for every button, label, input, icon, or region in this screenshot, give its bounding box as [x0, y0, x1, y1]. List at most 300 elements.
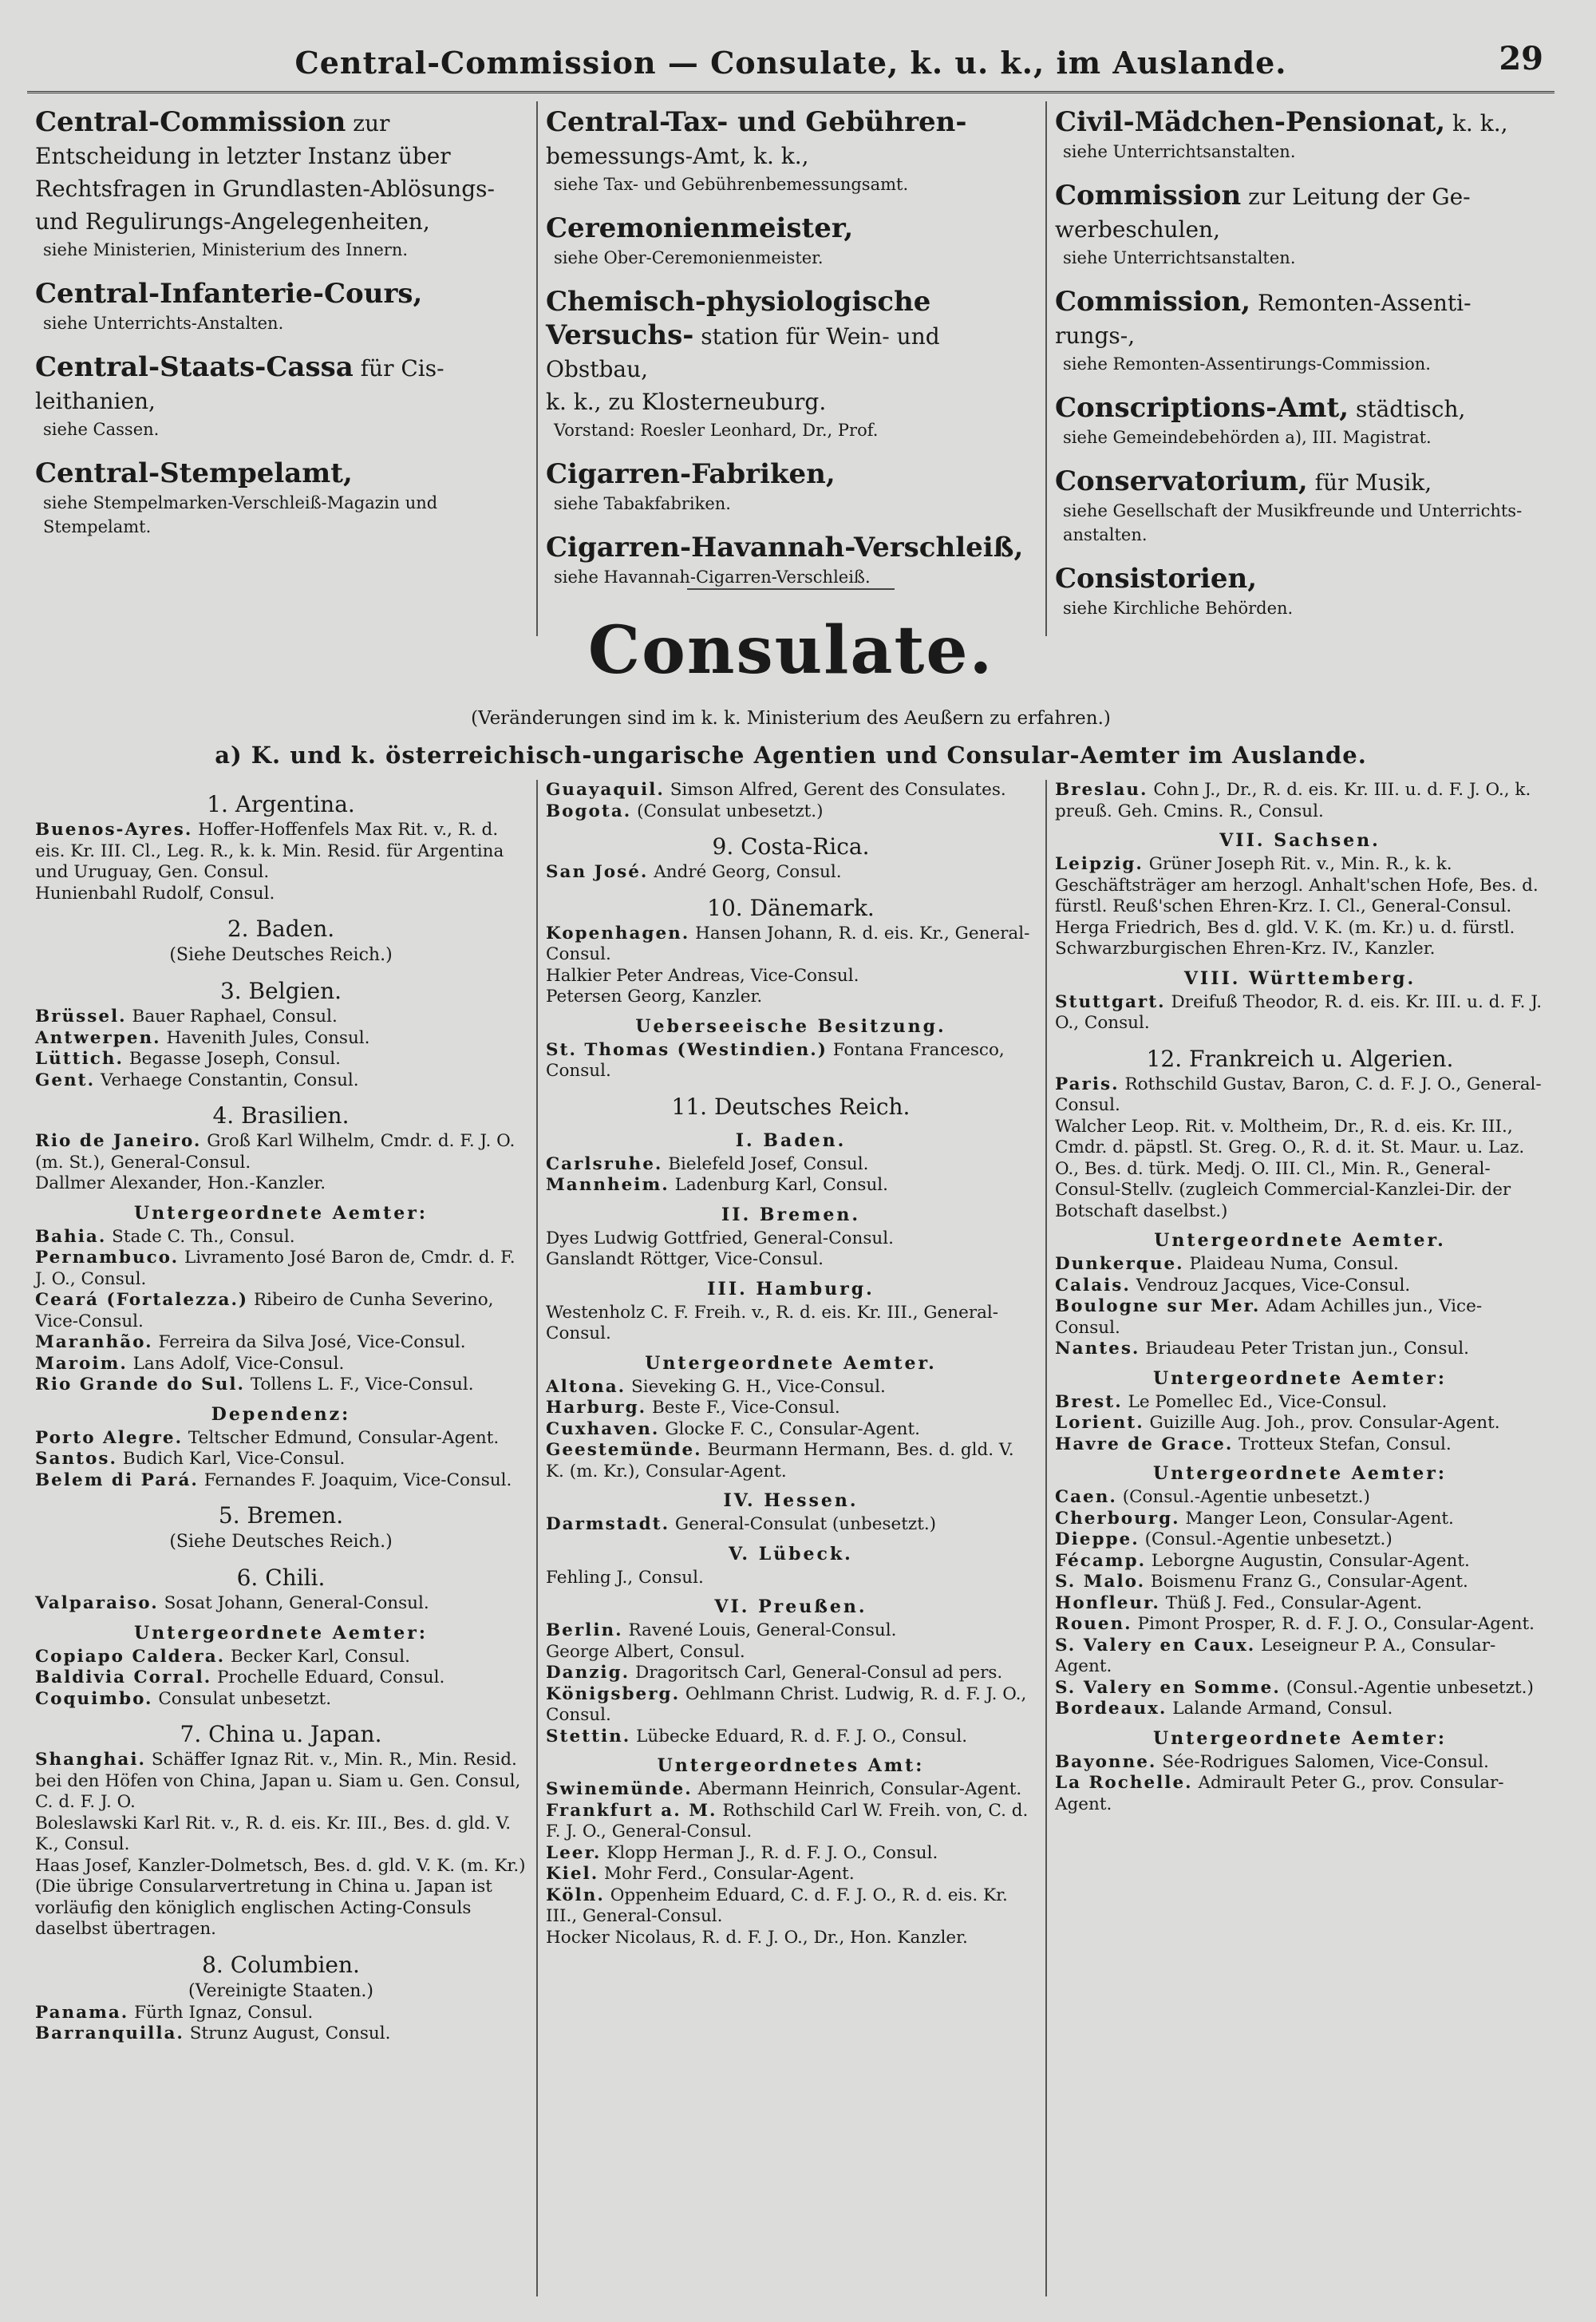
consul-entry: [546, 1779, 1036, 1801]
entry-location: Shanghai.: [35, 1750, 146, 1770]
entry-details: Mohr Ferd., Consular-Agent.: [604, 1864, 855, 1884]
country-group: [1055, 1044, 1545, 1223]
country-group: [35, 1563, 527, 1615]
entry-location: Altona.: [546, 1376, 626, 1397]
entry-details: Vendrouz Jacques, Vice-Consul.: [1136, 1275, 1411, 1295]
entry-location: Harburg.: [546, 1398, 647, 1418]
consul-entry: [546, 1249, 1036, 1271]
entry-reference: siehe Gesellschaft der Musikfreunde und Unterrichts-anstalten.: [1063, 501, 1523, 544]
entry-reference: siehe Unterrichts-Anstalten.: [43, 314, 284, 333]
entry-location: Guayaquil.: [546, 780, 665, 800]
entry-details: Groß Karl Wilhelm, Cmdr. d. F. J. O. (m. St.), General-Consul.: [35, 1131, 516, 1173]
consul-entry: [35, 1667, 527, 1689]
consul-entry: [546, 1864, 1036, 1885]
country-group: [546, 1127, 1036, 1197]
country-note: (Vereinigte Staaten.): [188, 1980, 373, 2001]
running-title: Central-Commission — Consulate, k. u. k., im Auslande.: [294, 45, 1287, 81]
directory-entry: [546, 106, 1034, 196]
entry-heading-line: [546, 286, 1034, 386]
consul-entry: [1055, 1296, 1545, 1339]
consul-entry: [546, 966, 1036, 987]
consul-entry: [1055, 1593, 1545, 1615]
entry-details: Oppenheim Eduard, C. d. F. J. O., R. d. eis. Kr. III., General-Consul.: [546, 1885, 1008, 1926]
entry-details: Trotteux Stefan, Consul.: [1238, 1434, 1452, 1454]
entry-location: Geestemünde.: [546, 1440, 702, 1460]
entry-heading-line: [1055, 286, 1543, 319]
consul-entry: [35, 1028, 527, 1050]
entry-location: Ceará (Fortalezza.): [35, 1290, 249, 1310]
directory-entry: [1055, 286, 1543, 376]
country-heading: 12. Frankreich u. Algerien.: [1146, 1045, 1454, 1072]
entry-details: Grüner Joseph Rit. v., Min. R., k. k. Geschäftsträger am herzogl. Anhalt'schen Hofe, Bes. d. fürstl. Reuß'schen Ehren-Krz. I. Cl., General-Consul.: [1055, 854, 1539, 916]
entry-details: Thüß J. Fed., Consular-Agent.: [1165, 1592, 1422, 1613]
entry-text: städtisch,: [1355, 396, 1466, 422]
entry-reference: siehe Unterrichtsanstalten.: [1063, 142, 1296, 161]
entry-location: Paris.: [1055, 1074, 1120, 1094]
subsection-heading: VIII. Württemberg.: [1183, 967, 1416, 989]
entry-text-line: Rechtsfragen in Grundlasten-Ablösungs-: [35, 176, 495, 202]
entry-heading-line: [546, 106, 1034, 172]
entry-location: La Rochelle.: [1055, 1773, 1193, 1793]
consul-entry: [1055, 1276, 1545, 1297]
directory-entry: [35, 278, 525, 335]
entry-details: Fehling J., Consul.: [546, 1567, 704, 1588]
entry-location: Breslau.: [1055, 780, 1148, 800]
entry-headword: Ceremonienmeister,: [546, 212, 854, 244]
entry-location: Maroim.: [35, 1353, 128, 1374]
consul-entry: [1055, 918, 1545, 960]
country-group: [1055, 780, 1545, 822]
entry-location: Lorient.: [1055, 1413, 1144, 1433]
entry-location: Valparaiso.: [35, 1593, 159, 1613]
subsection-heading: Untergeordnetes Amt:: [657, 1755, 925, 1776]
entry-details: Sieveking G. H., Vice-Consul.: [631, 1376, 886, 1397]
consul-entry: [1055, 1254, 1545, 1276]
subsection-heading: Untergeordnete Aemter.: [1154, 1230, 1446, 1251]
country-group: [546, 1201, 1036, 1271]
running-head: [27, 32, 1555, 93]
consul-entry: [546, 1040, 1036, 1082]
page-number: 29: [1499, 40, 1543, 77]
entry-heading-line: [546, 532, 1034, 565]
entry-location: Maranhão.: [35, 1332, 153, 1352]
consul-entry: [35, 1332, 527, 1354]
entry-details: Herga Friedrich, Bes d. gld. V. K. (m. Kr.) u. d. fürstl. Schwarzburgischen Ehren-Krz. IV., Kanzler.: [1055, 917, 1515, 959]
consul-entry: [546, 780, 1036, 801]
entry-details: Beste F., Vice-Consul.: [651, 1398, 840, 1418]
country-heading: 6. Chili.: [236, 1564, 326, 1591]
consul-entry: [35, 1593, 527, 1615]
subsection-heading: VI. Preußen.: [714, 1596, 867, 1617]
entry-details: Haas Josef, Kanzler-Dolmetsch, Bes. d. gld. V. K. (m. Kr.): [35, 1855, 526, 1876]
entry-location: Gent.: [35, 1070, 96, 1090]
consul-entry: [35, 820, 527, 884]
entry-details: Lübecke Eduard, R. d. F. J. O., Consul.: [636, 1726, 968, 1746]
entry-location: Bogota.: [546, 801, 632, 821]
country-group: [1055, 1227, 1545, 1360]
entry-details: Pimont Prosper, R. d. F. J. O., Consular-Agent.: [1137, 1614, 1535, 1634]
country-note: (Siehe Deutsches Reich.): [169, 945, 393, 965]
country-group: [35, 1719, 527, 1940]
entry-details: Havenith Jules, Consul.: [166, 1027, 370, 1048]
subsection-heading: Untergeordnete Aemter:: [1153, 1463, 1447, 1484]
consul-entry: [546, 987, 1036, 1008]
entry-location: Darmstadt.: [546, 1514, 670, 1534]
entry-details: Verhaege Constantin, Consul.: [100, 1070, 359, 1090]
country-group: [1055, 827, 1545, 960]
country-group: [546, 1487, 1036, 1536]
entry-text: für Musik,: [1314, 469, 1432, 496]
consul-entry: [1055, 1413, 1545, 1434]
entry-details: Boismenu Franz G., Consular-Agent.: [1150, 1572, 1468, 1592]
country-group: [546, 893, 1036, 1008]
entry-reference: siehe Cassen.: [43, 420, 160, 439]
entry-location: Swinemünde.: [546, 1779, 693, 1799]
subsection-heading: V. Lübeck.: [729, 1543, 853, 1564]
consul-entry: [1055, 1699, 1545, 1720]
consul-entry: [546, 1419, 1036, 1441]
entry-location: Kiel.: [546, 1864, 599, 1884]
entry-details: Becker Karl, Consul.: [230, 1646, 410, 1667]
entry-details: Simson Alfred, Gerent des Consulates.: [670, 780, 1006, 800]
entry-reference: siehe Tax- und Gebührenbemessungsamt.: [554, 175, 909, 194]
entry-details: Glocke F. C., Consular-Agent.: [665, 1418, 921, 1439]
entry-location: S. Malo.: [1055, 1572, 1146, 1592]
entry-location: Porto Alegre.: [35, 1427, 184, 1448]
entry-location: Brüssel.: [35, 1007, 127, 1027]
entry-details: Abermann Heinrich, Consular-Agent.: [697, 1779, 1022, 1799]
country-heading: 2. Baden.: [227, 916, 335, 942]
entry-text-line: und Regulirungs-Angelegenheiten,: [35, 208, 430, 235]
consulate-columns: [27, 780, 1555, 2296]
consul-entry: [35, 1750, 527, 1814]
entry-text: zur Entscheidung in letzter Instanz über: [35, 110, 451, 169]
directory-column: [27, 101, 536, 636]
consul-entry: [546, 1154, 1036, 1176]
consul-entry: [546, 1928, 1036, 1949]
country-group: [1055, 1460, 1545, 1720]
consul-entry: [35, 1689, 527, 1711]
entry-location: Honfleur.: [1055, 1592, 1160, 1613]
consul-entry: [1055, 1117, 1545, 1223]
entry-location: Frankfurt a. M.: [546, 1800, 717, 1821]
country-group: [546, 1752, 1036, 1948]
entry-location: Leipzig.: [1055, 854, 1144, 874]
directory-entry: [546, 212, 1034, 270]
entry-details: (Consulat unbesetzt.): [637, 801, 824, 821]
entry-details: Bielefeld Josef, Consul.: [668, 1153, 869, 1174]
subsection-heading: Dependenz:: [211, 1403, 351, 1425]
section-title: Consulate.: [587, 612, 994, 689]
directory-entry: [1055, 106, 1543, 164]
consul-entry: [35, 1173, 527, 1195]
entry-location: Stettin.: [546, 1726, 631, 1746]
entry-location: Bayonne.: [1055, 1751, 1157, 1772]
consulate-column: [27, 780, 536, 2296]
entry-details: Teltscher Edmund, Consular-Agent.: [188, 1427, 500, 1448]
entry-details: Dyes Ludwig Gottfried, General-Consul.: [546, 1228, 894, 1248]
country-group: [1055, 1725, 1545, 1816]
country-heading: 7. China u. Japan.: [180, 1721, 382, 1747]
consul-entry: [546, 862, 1036, 884]
entry-location: Fécamp.: [1055, 1550, 1147, 1571]
consulate-column: [536, 780, 1045, 2296]
subsection-heading: Untergeordnete Aemter:: [1153, 1367, 1447, 1389]
entry-location: Carlsruhe.: [546, 1153, 663, 1174]
entry-details: Prochelle Eduard, Consul.: [217, 1667, 445, 1687]
entry-details: Klopp Herman J., R. d. F. J. O., Consul.: [606, 1842, 938, 1863]
consul-entry: [546, 1377, 1036, 1398]
consul-entry: [35, 1070, 527, 1092]
entry-text: für Cis-: [360, 355, 444, 382]
country-heading: 11. Deutsches Reich.: [671, 1093, 911, 1120]
entry-text: Remonten-Assenti-: [1257, 290, 1472, 316]
country-group: [546, 1092, 1036, 1122]
entry-location: Stuttgart.: [1055, 991, 1166, 1012]
entry-location: Brest.: [1055, 1391, 1123, 1412]
entry-details: Dallmer Alexander, Hon.-Kanzler.: [35, 1173, 326, 1193]
entry-headword: Commission,: [1055, 286, 1251, 318]
consul-entry: [35, 1856, 527, 1877]
entry-details: Manger Leon, Consular-Agent.: [1185, 1508, 1454, 1529]
entry-location: Kopenhagen.: [546, 923, 690, 943]
section-subtitle: a) K. und k. österreichisch-ungarische Agentien und Consular-Aemter im Auslande.: [215, 742, 1367, 769]
entry-headword: Central-Stempelamt,: [35, 457, 353, 489]
entry-details: Hocker Nicolaus, R. d. F. J. O., Dr., Hon. Kanzler.: [546, 1927, 968, 1948]
entry-details: George Albert, Consul.: [546, 1641, 745, 1662]
entry-details: Briaudeau Peter Tristan jun., Consul.: [1145, 1339, 1469, 1359]
consul-entry: [35, 884, 527, 905]
entry-location: Bahia.: [35, 1226, 107, 1247]
country-group: [546, 1593, 1036, 1747]
consul-entry: [1055, 1339, 1545, 1360]
entry-reference: siehe Gemeindebehörden a), III. Magistrat.: [1063, 428, 1432, 447]
entry-text-line: werbeschulen,: [1055, 216, 1220, 243]
consul-entry: [35, 1290, 527, 1332]
consul-entry: [546, 1642, 1036, 1663]
directory-entry: [546, 286, 1034, 442]
directory-column: [536, 101, 1045, 636]
entry-location: Cuxhaven.: [546, 1418, 660, 1439]
entry-location: Coquimbo.: [35, 1688, 153, 1709]
consul-entry: [35, 1428, 527, 1450]
entry-location: Belem di Pará.: [35, 1470, 199, 1490]
entry-location: Barranquilla.: [35, 2023, 184, 2043]
consul-entry: [546, 924, 1036, 966]
entry-location: Cherbourg.: [1055, 1508, 1180, 1529]
entry-location: Baldivia Corral.: [35, 1667, 212, 1687]
country-heading: 3. Belgien.: [219, 978, 342, 1004]
entry-details: Boleslawski Karl Rit. v., R. d. eis. Kr. III., Bes. d. gld. V. K., Consul.: [35, 1813, 512, 1854]
entry-details: Plaideau Numa, Consul.: [1189, 1254, 1399, 1274]
entry-details: Bauer Raphael, Consul.: [132, 1007, 338, 1027]
entry-details: Guizille Aug. Joh., prov. Consular-Agent.: [1149, 1413, 1500, 1433]
entry-headword: Central-Commission: [35, 106, 346, 138]
directory-entry: [35, 457, 525, 539]
entry-location: Danzig.: [546, 1663, 630, 1683]
entry-details: Westenholz C. F. Freih. v., R. d. eis. Kr. III., General-Consul.: [546, 1302, 999, 1343]
country-heading: 4. Brasilien.: [212, 1102, 350, 1129]
consul-entry: [546, 1398, 1036, 1419]
entry-location: Mannheim.: [546, 1175, 670, 1195]
consul-entry: [1055, 1752, 1545, 1774]
entry-details: Consulat unbesetzt.: [158, 1688, 332, 1709]
entry-location: Lüttich.: [35, 1049, 124, 1069]
entry-location: Havre de Grace.: [1055, 1434, 1234, 1454]
country-group: [35, 1620, 527, 1711]
consul-entry: [546, 801, 1036, 823]
entry-location: Nantes.: [1055, 1339, 1140, 1359]
consul-entry: [35, 1647, 527, 1668]
entry-location: Bordeaux.: [1055, 1699, 1167, 1719]
entry-headword: Central-Infanterie-Cours,: [35, 278, 423, 310]
entry-location: Calais.: [1055, 1275, 1131, 1295]
directory-entry: [35, 351, 525, 441]
entry-heading-line: [1055, 392, 1543, 425]
directory-entry: [546, 458, 1034, 516]
consul-entry: [35, 1131, 527, 1173]
entry-location: Leer.: [546, 1842, 602, 1863]
directory-entry: [1055, 465, 1543, 547]
entry-headword: Cigarren-Fabriken,: [546, 458, 836, 490]
entry-details: Stade C. Th., Consul.: [112, 1226, 295, 1247]
directory-entry: [1055, 563, 1543, 620]
entry-details: (Die übrige Consularvertretung in China u. Japan ist vorläufig den königlich englischen Acting-Consuls daselbst übertragen.: [35, 1877, 492, 1939]
entry-text-line: leithanien,: [35, 388, 156, 414]
country-group: [546, 780, 1036, 822]
entry-location: Berlin.: [546, 1620, 623, 1640]
country-heading: 9. Costa-Rica.: [712, 833, 870, 860]
consul-entry: [546, 1843, 1036, 1865]
entry-details: Lalande Armand, Consul.: [1172, 1699, 1393, 1719]
entry-details: Ganslandt Röttger, Vice-Consul.: [546, 1249, 824, 1269]
country-heading: 10. Dänemark.: [707, 894, 875, 921]
entry-details: Ravené Louis, General-Consul.: [628, 1620, 897, 1640]
consul-entry: [1055, 1773, 1545, 1815]
entry-location: Santos.: [35, 1449, 117, 1469]
entry-headword: Central-Tax- und Gebühren-: [546, 106, 967, 138]
entry-headword: Conscriptions-Amt,: [1055, 392, 1349, 424]
entry-heading-line: [35, 457, 525, 491]
entry-reference: siehe Havannah-Cigarren-Verschleiß.: [554, 568, 871, 587]
entry-details: Strunz August, Consul.: [189, 2023, 391, 2043]
consul-entry: [1055, 1392, 1545, 1414]
entry-headword: Commission: [1055, 180, 1242, 212]
consul-entry: [1055, 1614, 1545, 1636]
entry-location: Pernambuco.: [35, 1248, 180, 1268]
country-group: [546, 1013, 1036, 1082]
entry-details: Walcher Leop. Rit. v. Moltheim, Dr., R. d. eis. Kr. III., Cmdr. d. päpstl. St. Greg. O., R. d. it. St. Maur. u. Laz. O., Bes. d. türk. Medj. O. III. Cl., Min. R., General-Consul-Stellv. (zugleich Commercial-Kanzlei-Dir. der Botschaft daselbst.): [1055, 1116, 1525, 1221]
subsection-heading: IV. Hessen.: [723, 1490, 859, 1511]
entry-details: Sosat Johann, General-Consul.: [164, 1593, 429, 1613]
subsection-heading: Ueberseeische Besitzung.: [635, 1015, 946, 1037]
consul-entry: [546, 1568, 1036, 1589]
section-note: (Veränderungen sind im k. k. Ministerium des Aeußern zu erfahren.): [471, 708, 1111, 729]
country-heading: 8. Columbien.: [202, 1951, 360, 1978]
consul-entry: [35, 1470, 527, 1492]
entry-details: Dreifuß Theodor, R. d. eis. Kr. III. u. d. F. J. O., Consul.: [1055, 991, 1543, 1033]
entry-location: Dieppe.: [1055, 1529, 1140, 1549]
consul-entry: [35, 2023, 527, 2045]
entry-text: bemessungs-Amt, k. k.,: [546, 143, 809, 169]
entry-text-line: k. k., zu Klosterneuburg.: [546, 389, 827, 415]
entry-location: San José.: [546, 862, 649, 882]
entry-heading-line: [35, 106, 525, 172]
entry-details: Admirault Peter G., prov. Consular-Agent.: [1055, 1773, 1504, 1814]
consul-entry: [546, 1663, 1036, 1684]
entry-location: S. Valery en Caux.: [1055, 1635, 1256, 1655]
subsection-heading: I. Baden.: [735, 1129, 847, 1151]
entry-location: Buenos-Ayres.: [35, 820, 193, 840]
entry-details: Dragoritsch Carl, General-Consul ad pers.: [634, 1663, 1003, 1683]
entry-location: Dunkerque.: [1055, 1254, 1184, 1274]
entry-details: General-Consulat (unbesetzt.): [674, 1514, 937, 1534]
entry-details: Tollens L. F., Vice-Consul.: [250, 1375, 474, 1394]
entry-details: Petersen Georg, Kanzler.: [546, 987, 763, 1007]
entry-reference: siehe Tabakfabriken.: [554, 494, 731, 513]
entry-location: Rouen.: [1055, 1614, 1132, 1634]
consul-entry: [35, 1877, 527, 1940]
country-group: [546, 1350, 1036, 1483]
entry-details: Hansen Johann, R. d. eis. Kr., General-Consul.: [546, 923, 1030, 964]
country-group: [35, 914, 527, 967]
country-group: [1055, 965, 1545, 1034]
consul-entry: [35, 1354, 527, 1375]
consul-entry: [35, 1449, 527, 1470]
directory-columns: [27, 101, 1555, 618]
entry-reference: siehe Ministerien, Ministerium des Innern.: [43, 240, 409, 259]
directory-entry: [1055, 392, 1543, 449]
entry-heading-line: [546, 212, 1034, 246]
entry-details: Hunienbahl Rudolf, Consul.: [35, 883, 275, 904]
country-group: [35, 789, 527, 904]
consul-entry: [35, 1375, 527, 1396]
consul-entry: [35, 1227, 527, 1248]
entry-details: Livramento José Baron de, Cmdr. d. F. J. O., Consul.: [35, 1248, 516, 1289]
entry-details: (Consul.-Agentie unbesetzt.): [1122, 1487, 1370, 1507]
entry-text: zur Leitung der Ge-: [1248, 184, 1471, 210]
entry-details: (Consul.-Agentie unbesetzt.): [1144, 1529, 1393, 1549]
subsection-heading: Untergeordnete Aemter:: [134, 1202, 428, 1224]
entry-location: S. Valery en Somme.: [1055, 1677, 1281, 1698]
consul-entry: [546, 1228, 1036, 1250]
entry-headword: Chemisch-physiologische Versuchs-: [546, 286, 931, 351]
subsection-heading: II. Bremen.: [721, 1204, 860, 1225]
consul-entry: [1055, 1551, 1545, 1572]
entry-details: Ferreira da Silva José, Vice-Consul.: [158, 1332, 466, 1352]
consul-entry: [35, 1007, 527, 1028]
country-group: [35, 1200, 527, 1396]
country-heading: 5. Bremen.: [218, 1502, 344, 1529]
entry-details: Begasse Joseph, Consul.: [128, 1049, 342, 1069]
entry-details: Fernandes F. Joaquim, Vice-Consul.: [203, 1470, 512, 1490]
consul-entry: [35, 1049, 527, 1070]
country-group: [546, 1276, 1036, 1345]
entry-details: Budich Karl, Vice-Consul.: [122, 1449, 346, 1469]
entry-details: (Consul.-Agentie unbesetzt.): [1286, 1677, 1534, 1698]
consulate-column: [1045, 780, 1555, 2296]
consul-entry: [546, 1440, 1036, 1482]
entry-details: Adam Achilles jun., Vice-Consul.: [1055, 1296, 1483, 1338]
directory-entry: [546, 532, 1034, 589]
entry-reference: siehe Stempelmarken-Verschleiß-Magazin und Stempelamt.: [43, 493, 438, 536]
entry-heading-line: [1055, 563, 1543, 596]
consul-entry: [546, 1801, 1036, 1843]
entry-text: k. k.,: [1452, 110, 1508, 136]
subsection-heading: III. Hamburg.: [707, 1278, 875, 1299]
entry-location: Antwerpen.: [35, 1027, 161, 1048]
entry-headword: Consistorien,: [1055, 563, 1258, 595]
